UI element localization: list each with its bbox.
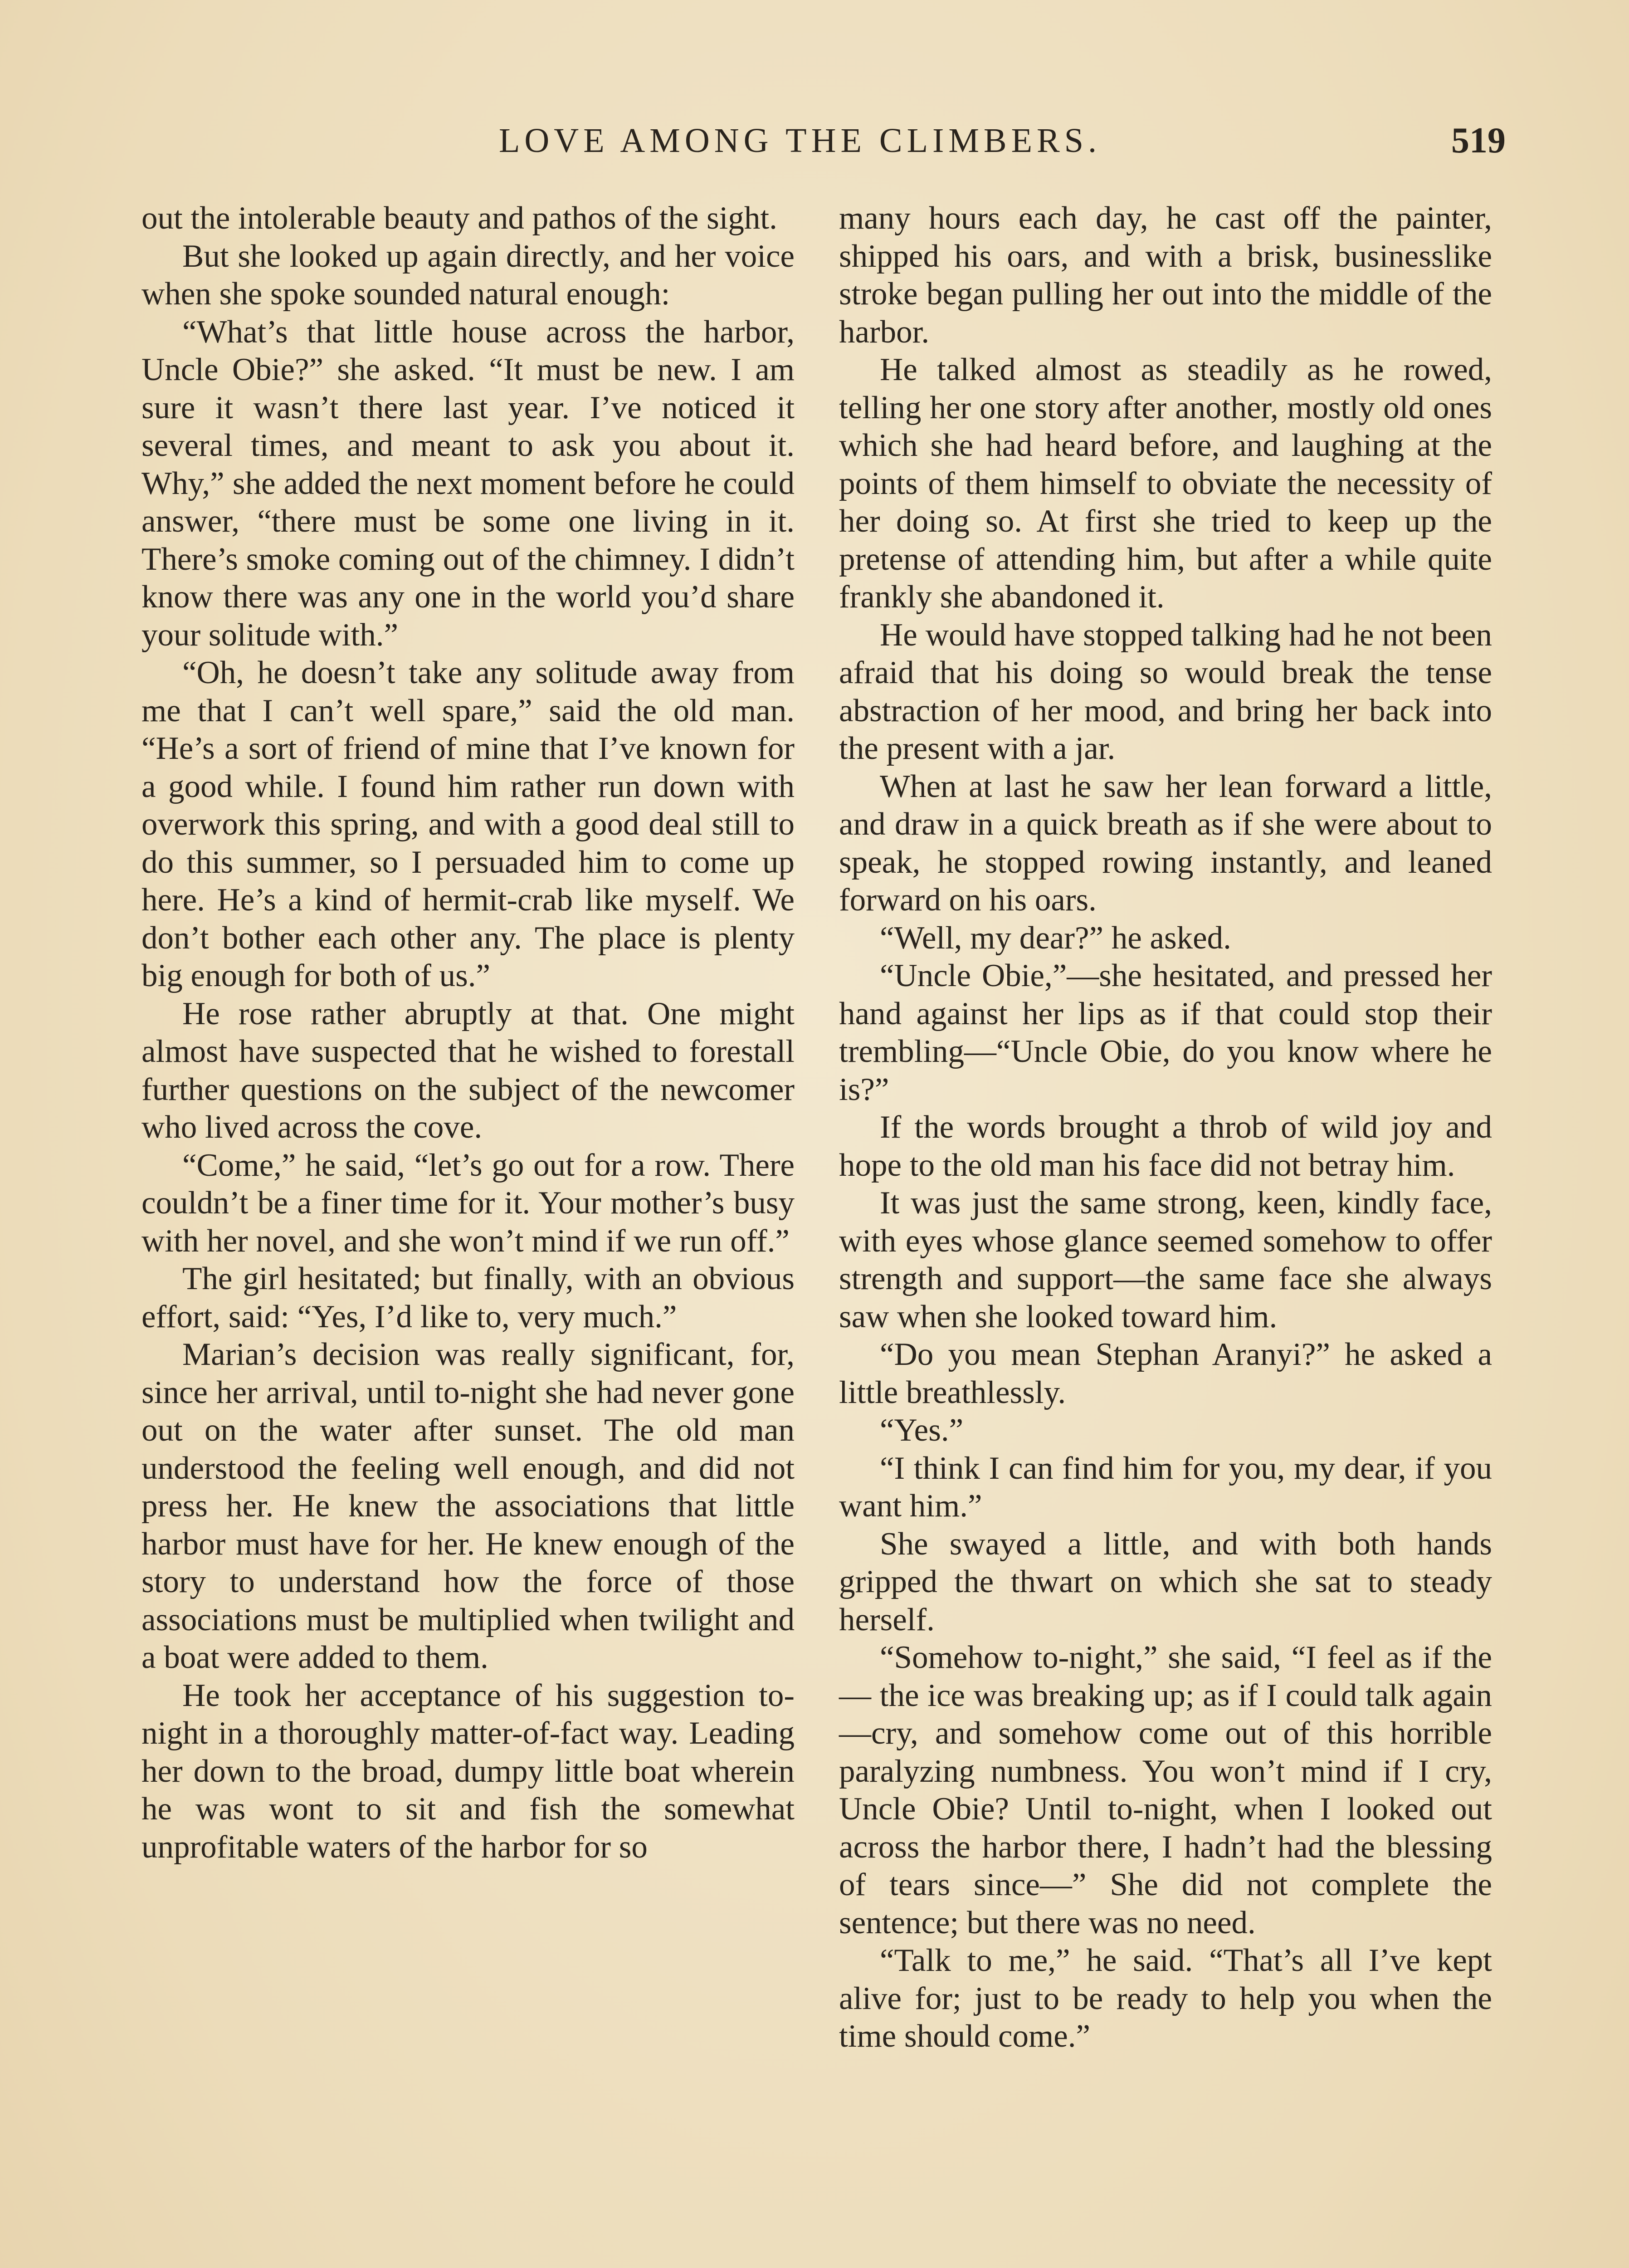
paragraph: out the intolerable beauty and pathos of the sight.	[141, 200, 777, 236]
paragraph: He talked almost as steadily as he rowed, telling her one story after another, mostly old ones which she had heard before, and laughing at the points of them himself to obviate the necessity of her doing so. At first she tried to keep up the pretense of attending him, but after a while quite frankly she abandoned it.	[839, 352, 1492, 615]
paragraph: “Do you mean Stephan Aranyi?” he asked a little breathlessly.	[839, 1337, 1492, 1410]
paragraph: He would have stopped talking had he not been afraid that his doing so would break the tense abstraction of her mood, and bring her back into the present with a jar.	[839, 617, 1492, 766]
page-number: 519	[1451, 121, 1506, 161]
paragraph: “Somehow to-night,” she said, “I feel as if the — the ice was breaking up; as if I could talk again—cry, and somehow come out of this horrible paralyzing numbness. You won’t mind if I cry, Uncle Obie? Until to-night, when I looked out across the harbor there, I hadn’t had the blessing of tears since—” She did not complete the sentence; but there was no need.	[839, 1640, 1492, 1941]
paragraph: “Well, my dear?” he asked.	[880, 920, 1231, 956]
paragraph: “Oh, he doesn’t take any solitude away from me that I can’t well spare,” said the old man. “He’s a sort of friend of mine that I’ve known for a good while. I found him rather run down with overwork this spring, and with a good deal still to do this summer, so I persuaded him to come up here. He’s a kind of hermit-crab like myself. We don’t bother each other any. The place is plenty big enough for both of us.”	[141, 655, 795, 993]
paragraph: It was just the same strong, keen, kindly face, with eyes whose glance seemed somehow to offer strength and support—the same face she always saw when she looked toward him.	[839, 1185, 1492, 1334]
paragraph: “Uncle Obie,”—she hesitated, and pressed her hand against her lips as if that could stop their trembling—“Uncle Obie, do you know where he is?”	[839, 958, 1492, 1107]
running-title: LOVE AMONG THE CLIMBERS.	[499, 122, 1101, 160]
paragraph: “Yes.”	[880, 1413, 964, 1448]
paragraph: many hours each day, he cast off the painter, shipped his oars, and with a brisk, businesslike stroke began pulling her out into the middle of the harbor.	[839, 200, 1492, 350]
paragraph: “I think I can find him for you, my dear, if you want him.”	[839, 1450, 1492, 1524]
paragraph: She swayed a little, and with both hands gripped the thwart on which she sat to steady herself.	[839, 1526, 1492, 1637]
paragraph: “Come,” he said, “let’s go out for a row. There couldn’t be a finer time for it. Your mother’s busy with her novel, and she won’t mind if we run off.”	[141, 1147, 795, 1259]
paragraph: “Talk to me,” he said. “That’s all I’ve kept alive for; just to be ready to help you when the time should come.”	[839, 1943, 1492, 2054]
paragraph: If the words brought a throb of wild joy and hope to the old man his face did not betray him.	[839, 1110, 1492, 1183]
page-header	[136, 116, 1506, 166]
paragraph: He took her acceptance of his suggestion to-night in a thoroughly matter-of-fact way. Leading her down to the broad, dumpy little boat wherein he was wont to sit and fish the somewhat unprofitable waters of the harbor for so	[141, 1677, 795, 1865]
paragraph: The girl hesitated; but finally, with an obvious effort, said: “Yes, I’d like to, very much.”	[141, 1261, 795, 1334]
left-column	[141, 200, 795, 1866]
paragraph: But she looked up again directly, and her voice when she spoke sounded natural enough:	[141, 238, 795, 312]
paragraph: Marian’s decision was really significant, for, since her arrival, until to-night she had never gone out on the water after sunset. The old man understood the feeling well enough, and did not press her. He knew the associations that little harbor must have for her. He knew enough of the story to understand how the force of those associations must be multiplied when twilight and a boat were added to them.	[141, 1337, 795, 1675]
right-column	[839, 200, 1492, 2056]
paragraph: He rose rather abruptly at that. One might almost have suspected that he wished to forestall further questions on the subject of the newcomer who lived across the cove.	[141, 996, 795, 1145]
paragraph: When at last he saw her lean forward a little, and draw in a quick breath as if she were about to speak, he stopped rowing instantly, and leaned forward on his oars.	[839, 768, 1492, 918]
paragraph: “What’s that little house across the harbor, Uncle Obie?” she asked. “It must be new. I am sure it wasn’t there last year. I’ve noticed it several times, and meant to ask you about it. Why,” she added the next moment before he could answer, “there must be some one living in it. There’s smoke coming out of the chimney. I didn’t know there was any one in the world you’d share your solitude with.”	[141, 314, 795, 653]
